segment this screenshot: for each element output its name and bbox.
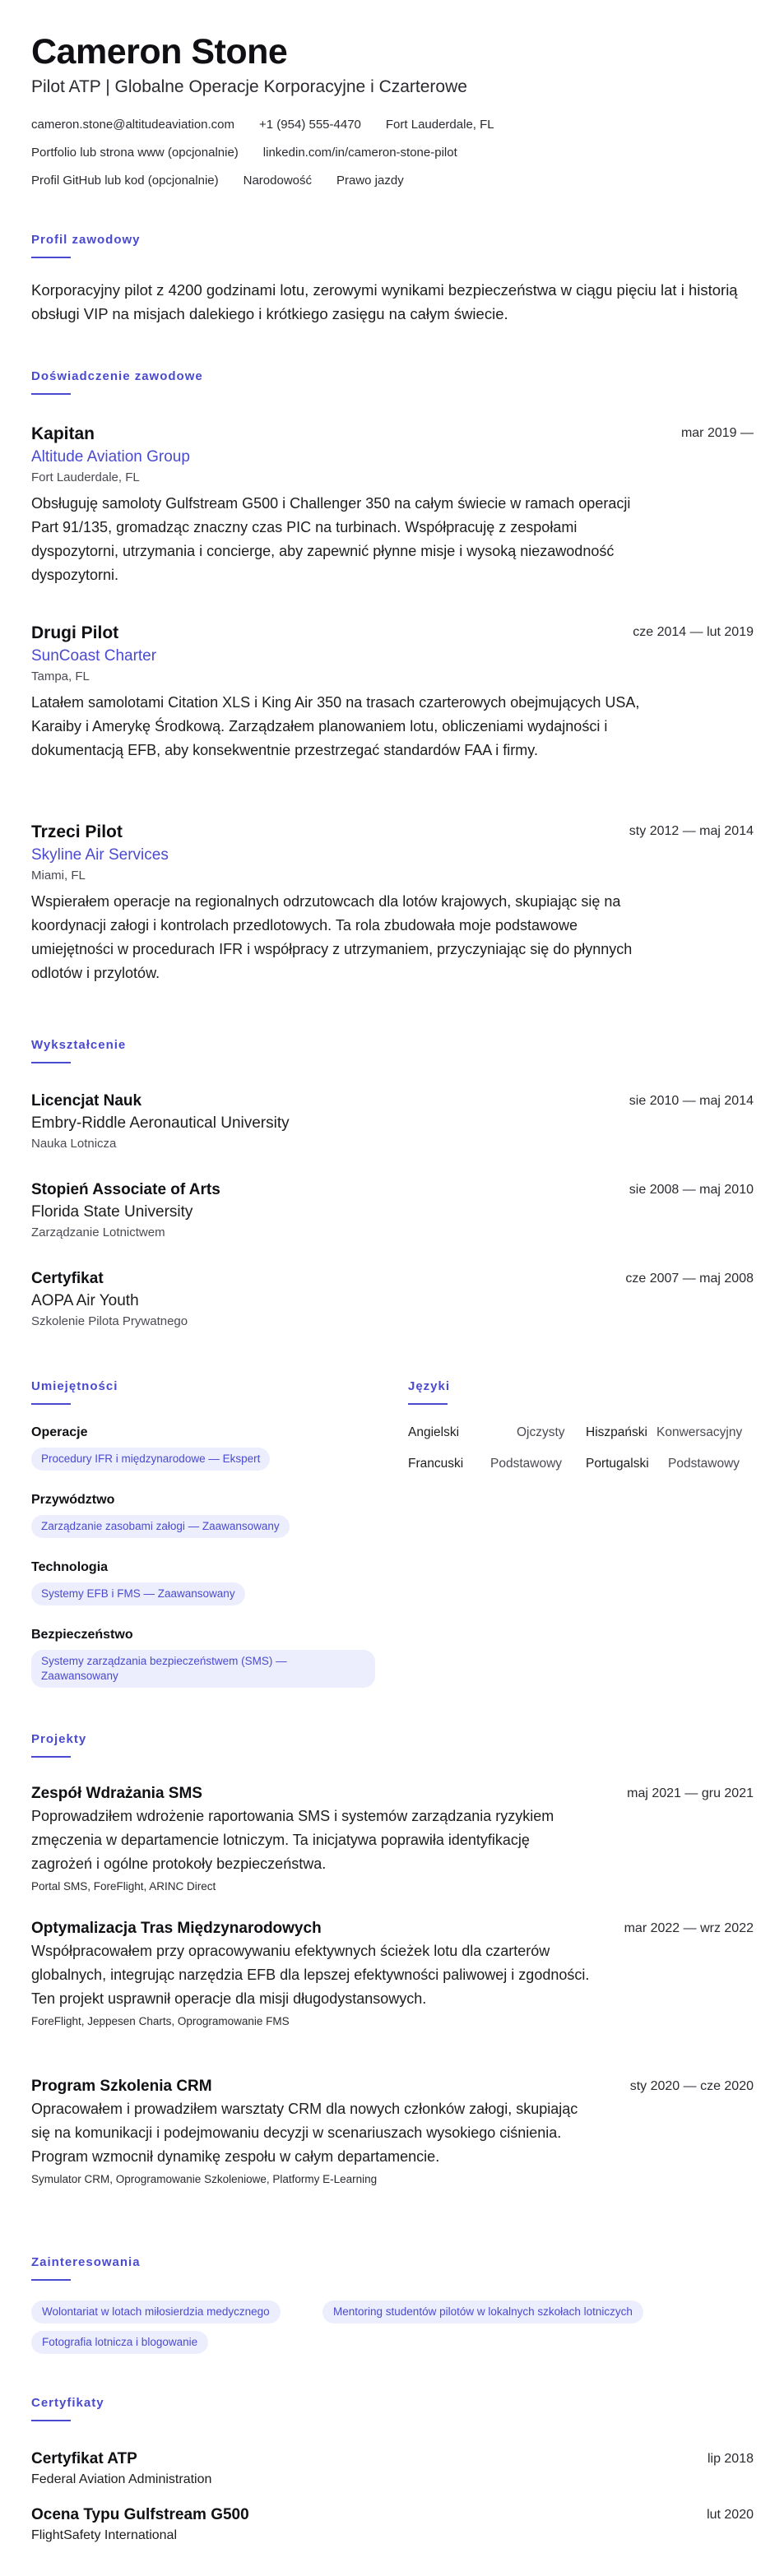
education-degree: Stopień Associate of Arts — [31, 1181, 220, 1198]
education-field: Nauka Lotnicza — [31, 1137, 117, 1151]
project-dates: maj 2021 — gru 2021 — [627, 1786, 754, 1800]
job-description: Latałem samolotami Citation XLS i King Air 350 na trasach czarterowych obejmujących USA, Karaiby i Amerykę Środkową. Zarządzałem planowaniem lotu, obliczeniami wydajności i dokumentacją EFB, aby konsekwentnie przestrzegać standardów FAA i firmy. — [31, 694, 640, 758]
certification-date: lut 2020 — [707, 2508, 754, 2522]
skill-category: Operacje — [31, 1425, 88, 1439]
contact-row-2 — [31, 145, 482, 161]
job-description: Obsługuję samoloty Gulfstream G500 i Challenger 350 na całym świecie w ramach operacji Part 91/135, gromadząc znaczny czas PIC na turbinach. Współpracuję z zespołami dyspozytorni, utrzymania i concierge, aby zapewnić płynne misje i wysoką niezawodność dyspozytorni. — [31, 495, 631, 583]
project-item — [31, 1918, 754, 2031]
contact-license: Prawo jazdy — [336, 174, 404, 188]
certification-item — [31, 2449, 754, 2490]
candidate-headline: Pilot ATP | Globalne Operacje Korporacyjne i Czarterowe — [31, 77, 467, 96]
experience-section-title: Doświadczenie zawodowe — [31, 369, 203, 383]
contact-row-3 — [31, 173, 429, 189]
skills-section-title: Umiejętności — [31, 1379, 118, 1393]
summary-text: Korporacyjny pilot z 4200 godzinami lotu, zerowymi wynikami bezpieczeństwa w ciągu pięciu lat i historią obsługi VIP na misjach dalekiego i krótkiego zasięgu na całym świecie. — [31, 281, 738, 322]
interests-section-title: Zainteresowania — [31, 2255, 141, 2269]
education-section-title: Wykształcenie — [31, 1038, 127, 1052]
education-field: Zarządzanie Lotnictwem — [31, 1225, 165, 1239]
project-item — [31, 2076, 754, 2189]
certification-issuer: Federal Aviation Administration — [31, 2472, 212, 2486]
education-school: AOPA Air Youth — [31, 1292, 139, 1309]
languages-section-title: Języki — [408, 1379, 451, 1393]
education-field: Szkolenie Pilota Prywatnego — [31, 1314, 188, 1328]
summary-section-rule — [31, 257, 71, 258]
languages-section-rule — [408, 1403, 448, 1405]
job-role: Trzeci Pilot — [31, 822, 123, 841]
certification-item — [31, 2504, 754, 2546]
skill-pill: Systemy EFB i FMS — Zaawansowany — [31, 1582, 245, 1605]
project-dates: sty 2020 — cze 2020 — [629, 2079, 754, 2093]
certifications-section-title: Certyfikaty — [31, 2396, 104, 2410]
certifications-section-rule — [31, 2420, 71, 2421]
skill-pill: Zarządzanie zasobami załogi — Zaawansowany — [31, 1515, 290, 1538]
experience-item — [31, 622, 754, 762]
project-tech: ForeFlight, Jeppesen Charts, Oprogramowanie FMS — [31, 2015, 290, 2027]
certification-date: lip 2018 — [707, 2452, 754, 2466]
project-description: Współpracowałem przy opracowywaniu efektywnych ścieżek lotu dla czarterów globalnych, integrując narzędzia EFB dla lepszej efektywności paliwowej i zgodności. Ten projekt usprawnił operacje dla misji długodystansowych. — [31, 1943, 590, 2007]
skill-category: Przywództwo — [31, 1493, 115, 1507]
skill-category: Technologia — [31, 1560, 109, 1574]
experience-item — [31, 821, 754, 985]
project-dates: mar 2022 — wrz 2022 — [624, 1921, 754, 1935]
project-item — [31, 1783, 754, 1896]
projects-section-rule — [31, 1756, 71, 1758]
certification-name: Certyfikat ATP — [31, 2450, 137, 2467]
job-location: Tampa, FL — [31, 669, 90, 683]
contact-phone[interactable]: +1 (954) 555-4470 — [259, 118, 361, 132]
job-company[interactable]: Altitude Aviation Group — [31, 448, 190, 466]
skill-category: Bezpieczeństwo — [31, 1628, 133, 1642]
education-degree: Licencjat Nauk — [31, 1092, 142, 1110]
job-company[interactable]: SunCoast Charter — [31, 647, 157, 665]
education-dates: sie 2008 — maj 2010 — [629, 1183, 754, 1197]
skills-section-rule — [31, 1403, 71, 1405]
job-company[interactable]: Skyline Air Services — [31, 846, 169, 864]
education-section-rule — [31, 1062, 71, 1063]
experience-section-rule — [31, 393, 71, 395]
contact-location: Fort Lauderdale, FL — [385, 118, 494, 132]
job-dates: mar 2019 — — [680, 426, 754, 440]
job-dates: sty 2012 — maj 2014 — [629, 824, 754, 838]
language-level: Ojczysty — [517, 1425, 565, 1439]
education-item — [31, 1091, 754, 1153]
education-dates: cze 2007 — maj 2008 — [625, 1272, 754, 1286]
education-dates: sie 2010 — maj 2014 — [629, 1094, 754, 1108]
certification-issuer: FlightSafety International — [31, 2528, 177, 2542]
contact-row-1 — [31, 117, 519, 133]
project-name: Program Szkolenia CRM — [31, 2078, 212, 2095]
projects-section-title: Projekty — [31, 1732, 87, 1746]
summary-section-title: Profil zawodowy — [31, 233, 141, 247]
project-name: Zespół Wdrażania SMS — [31, 1785, 202, 1802]
contact-github[interactable]: Profil GitHub lub kod (opcjonalnie) — [31, 174, 219, 188]
language-level: Podstawowy — [490, 1457, 563, 1471]
project-name: Optymalizacja Tras Międzynarodowych — [31, 1920, 322, 1937]
interest-pill: Wolontariat w lotach miłosierdzia medycznego — [31, 2300, 281, 2323]
education-school: Florida State University — [31, 1203, 193, 1221]
education-item — [31, 1179, 754, 1242]
interest-pill: Fotografia lotnicza i blogowanie — [31, 2331, 208, 2354]
project-tech: Portal SMS, ForeFlight, ARINC Direct — [31, 1880, 216, 1893]
language-name: Angielski — [408, 1425, 460, 1439]
education-degree: Certyfikat — [31, 1270, 104, 1287]
skill-pill: Systemy zarządzania bezpieczeństwem (SMS) — Zaawansowany — [31, 1650, 375, 1688]
project-description: Opracowałem i prowadziłem warsztaty CRM dla nowych członków załogi, skupiając się na komunikacji i podejmowaniu decyzji w scenariuszach wysokiego ciśnienia. Program wzmocnił dynamikę zespołu w całym departamencie. — [31, 2101, 578, 2165]
language-name: Francuski — [408, 1457, 464, 1471]
project-tech: Symulator CRM, Oprogramowanie Szkoleniowe, Platformy E-Learning — [31, 2173, 378, 2185]
contact-portfolio[interactable]: Portfolio lub strona www (opcjonalnie) — [31, 146, 239, 160]
education-school: Embry-Riddle Aeronautical University — [31, 1114, 290, 1132]
candidate-name: Cameron Stone — [31, 32, 288, 72]
interests-section-rule — [31, 2279, 71, 2281]
contact-linkedin[interactable]: linkedin.com/in/cameron-stone-pilot — [262, 146, 457, 160]
contact-email[interactable]: cameron.stone@altitudeaviation.com — [31, 118, 235, 132]
contact-nationality: Narodowość — [243, 174, 312, 188]
language-name: Hiszpański — [586, 1425, 647, 1439]
language-name: Portugalski — [586, 1457, 649, 1471]
job-role: Drugi Pilot — [31, 623, 119, 642]
language-level: Podstawowy — [668, 1457, 740, 1471]
job-location: Miami, FL — [31, 869, 86, 883]
job-dates: cze 2014 — lut 2019 — [633, 625, 754, 639]
certification-name: Ocena Typu Gulfstream G500 — [31, 2506, 249, 2523]
education-item — [31, 1268, 754, 1331]
job-role: Kapitan — [31, 424, 95, 443]
language-level: Konwersacyjny — [656, 1425, 743, 1439]
job-location: Fort Lauderdale, FL — [31, 470, 140, 484]
skill-pill: Procedury IFR i międzynarodowe — Ekspert — [31, 1448, 270, 1471]
interest-pill: Mentoring studentów pilotów w lokalnych szkołach lotniczych — [322, 2300, 643, 2323]
experience-item — [31, 423, 754, 587]
project-description: Poprowadziłem wdrożenie raportowania SMS i systemów zarządzania ryzykiem zmęczenia w departamencie lotniczym. Ta inicjatywa poprawiła identyfikację zagrożeń i ogólne protokoły bezpieczeństwa. — [31, 1808, 554, 1872]
job-description: Wspierałem operacje na regionalnych odrzutowcach dla lotów krajowych, skupiając się na koordynacji załogi i kontrolach przedlotowych. Ta rola zbudowała moje podstawowe umiejętności w procedurach IFR i współpracy z utrzymaniem, przyczyniając się do płynnych odlotów i przylotów. — [31, 893, 633, 981]
